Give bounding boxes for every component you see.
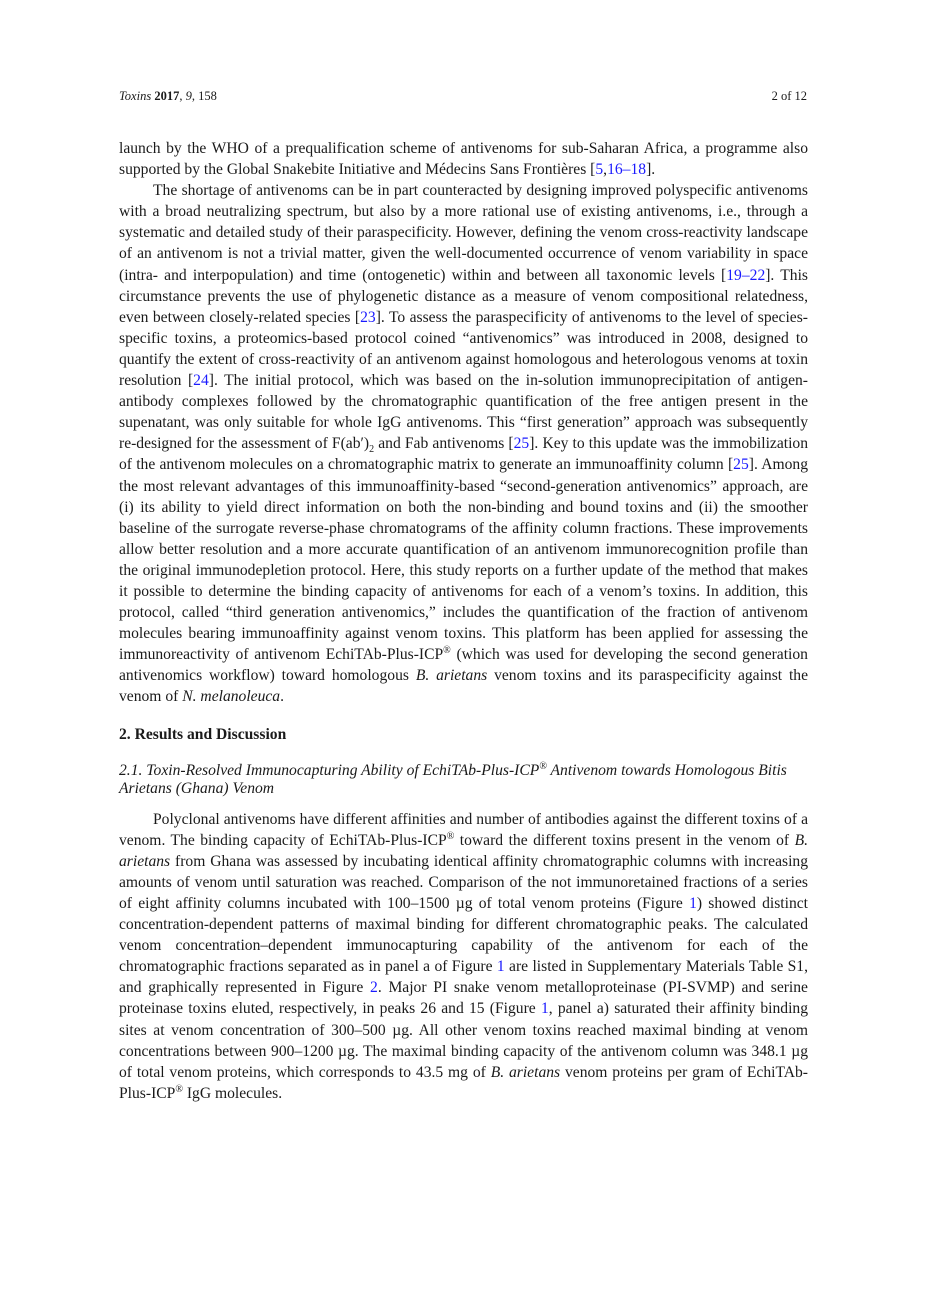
species-name: N. melanoleuca (182, 688, 281, 706)
text-run: ]. Among the most relevant advantages of this immunoaffinity-based “second-generation antivenomics” approach, are (i) its ability to yield direct information on both the non-binding and bound toxins and (ii) the smoother baseline of the surrogate reverse-phase chromatograms of the affinity column fractions. These improvements allow better resolution and a more accurate quantification of an antivenom immunorecognition profile than the original immunodepletion protocol. Here, this study reports on a further update of the method that makes it possible to determine the binding capacity of antivenoms for each of a venom’s toxins. In addition, this protocol, called “third generation antivenomics,” includes the quantification of the fraction of antivenom molecules bearing immunoaffinity against venom toxins. This platform has been applied for assessing the immunoreactivity of antivenom EchiTAb-Plus-ICP (119, 456, 808, 664)
registered-mark: ® (446, 830, 455, 842)
text-run: . Major PI snake venom metalloproteinase (PI-SVMP) and serine proteinase toxins eluted, respectively, in peaks 26 and 15 (Figure (119, 979, 808, 1018)
text-run: ]. The initial protocol, which was based on the in-solution immunoprecipitation of antigen-antibody complexes followed by the chromatographic quantification of the free antigen present in the supenatant, was only suitable for whole IgG antivenoms. This “first generation” approach was subsequently re-designed for the assessment of F(ab′) (119, 372, 808, 453)
text-run: , (603, 161, 608, 179)
citation-link[interactable]: 16 (607, 161, 623, 179)
figure-link[interactable]: 2 (370, 979, 378, 997)
body-text (119, 138, 808, 1104)
text-run: – (741, 266, 750, 284)
figure-link[interactable]: 1 (540, 1000, 549, 1018)
registered-mark: ® (175, 1083, 183, 1095)
species-name: B. arietans (490, 1063, 561, 1081)
text-run: toward the different toxins present in the venom of (454, 831, 795, 849)
text-run: – (622, 161, 631, 179)
page-number: 2 of 12 (771, 89, 807, 103)
citation-link[interactable]: 19 (726, 266, 742, 284)
citation-link[interactable]: 18 (630, 161, 647, 179)
paragraph (119, 809, 808, 1104)
text-run: ) showed distinct concentration-dependent patterns of maximal binding for different chromatographic peaks. The calculated venom concentration–dependent immunocapturing capability of the antivenom for each of the chromatographic fractions separated as in panel a of Figure (119, 895, 809, 976)
text-run: (which was used for developing the second generation antivenomics workflow) toward homologous (119, 646, 808, 685)
text-run: from Ghana was assessed by incubating identical affinity chromatographic columns with increasing amounts of venom until saturation was reached. Comparison of the not immunoretained fractions of a series of eight affinity columns incubated with 100–1500 µg of total venom proteins (Figure (119, 852, 808, 912)
species-name: B. arietans (415, 667, 488, 685)
citation-link[interactable]: 22 (749, 266, 766, 284)
running-header (119, 88, 807, 104)
registered-mark: ® (443, 645, 451, 657)
text-run: venom proteins per gram of EchiTAb-Plus-ICP (119, 1063, 809, 1102)
text-run: The shortage of antivenoms can be in part counteracted by designing improved polyspecific antivenoms with a broad neutralizing spectrum, but also by a more rational use of existing antivenoms, i.e., through a systematic and detailed study of their paraspecificity. However, defining the venom cross-reactivity landscape of an antivenom is not a trivial matter, given the well-documented occurrence of venom variability in space (intra- and interpopulation) and time (ontogenetic) within and between all taxonomic levels [ (119, 182, 808, 284)
text-run: Antivenom towards Homologous Bitis Arietans (Ghana) Venom (119, 761, 787, 797)
citation-link[interactable]: 24 (193, 372, 209, 390)
text-run: Polyclonal antivenoms have different affinities and number of antibodies against the different toxins of a venom. The binding capacity of EchiTAb-Plus-ICP (119, 810, 808, 849)
species-name: B. arietans (119, 831, 809, 870)
journal-name: Toxins (119, 89, 152, 103)
figure-link[interactable]: 1 (689, 895, 697, 912)
text-run: venom toxins and its paraspecificity against the venom of (119, 667, 809, 706)
citation-link[interactable]: 5 (595, 161, 604, 179)
text-run: ]. This circumstance prevents the use of phylogenetic distance as a measure of venom compositional relatedness, even between closely-related species [ (119, 266, 808, 326)
citation-link[interactable]: 23 (360, 308, 376, 326)
registered-mark: ® (539, 760, 547, 772)
citation-link[interactable]: 25 (513, 435, 530, 453)
paragraph (119, 138, 808, 180)
text-run: launch by the WHO of a prequalification scheme of antivenoms for sub-Saharan Africa, a programme also supported by the Global Snakebite Initiative and Médecins Sans Frontières [ (119, 140, 808, 179)
section-heading: 2. Results and Discussion (119, 725, 287, 743)
text-run: are listed in Supplementary Materials Table S1, and graphically represented in Figure (119, 958, 808, 997)
journal-volume: 9 (185, 89, 192, 103)
text-run: , panel a) saturated their affinity binding sites at venom concentration of 300–500 µg. All other venom toxins reached maximal binding at venom concentrations between 900–1200 µg. The maximal binding capacity of the antivenom column was 348.1 µg of total venom proteins, which corresponds to 43.5 mg of (119, 1000, 808, 1081)
text-run: 2.1. Toxin-Resolved Immunocapturing Ability of EchiTAb-Plus-ICP (119, 761, 540, 779)
subsection-heading (119, 762, 808, 798)
citation-link[interactable]: 25 (733, 456, 749, 474)
figure-link[interactable]: 1 (496, 958, 505, 976)
paragraph (119, 180, 808, 707)
text-run: IgG molecules. (182, 1084, 283, 1102)
text-run: ]. Key to this update was the immobilization of the antivenom molecules on a chromatographic matrix to generate an immunoaffinity column [ (119, 435, 809, 474)
journal-year: 2017 (154, 89, 180, 103)
text-run: ]. (646, 161, 656, 179)
article-number: 158 (198, 89, 217, 103)
citation: Toxins 2017, 9, 158 (119, 89, 217, 103)
subscript: 2 (369, 444, 375, 456)
text-run: and Fab antivenoms [ (374, 435, 514, 453)
text-run: ]. To assess the paraspecificity of antivenoms to the level of species-specific toxins, a proteomics-based protocol coined “antivenomics” was introduced in 2008, designed to quantify the extent of cross-reactivity of an antivenom against homologous and heterologous venoms at toxin resolution [ (119, 308, 808, 390)
text-run: . (280, 688, 285, 706)
